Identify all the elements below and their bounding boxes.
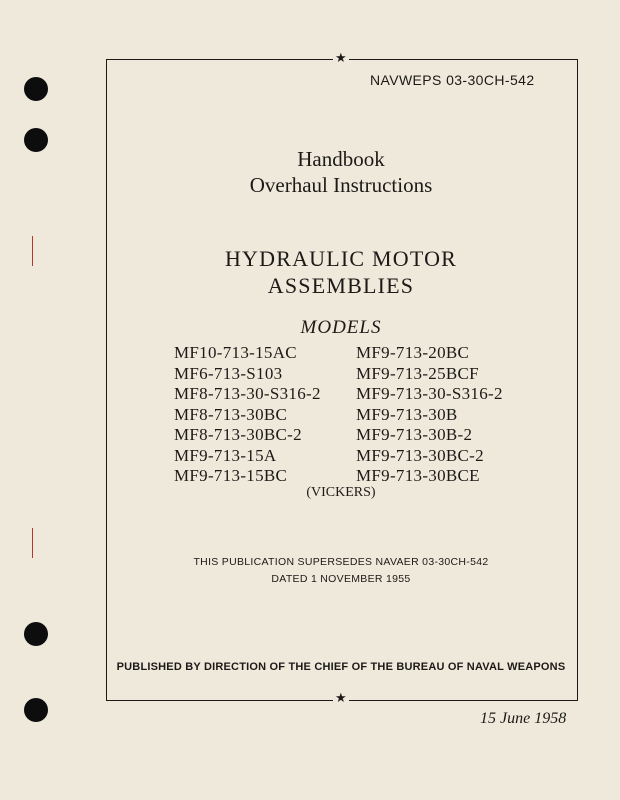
- model-item: MF9-713-15BC: [174, 466, 288, 485]
- model-item: MF6-713-S103: [174, 363, 283, 383]
- supersedes-date: DATED 1 NOVEMBER 1955: [271, 573, 411, 585]
- model-item: MF10-713-15AC: [174, 343, 297, 362]
- margin-mark: [32, 236, 33, 266]
- supersedes-notice: THIS PUBLICATION SUPERSEDES NAVAER 03-30CH-542: [193, 556, 489, 568]
- model-item: MF8-713-30BC: [174, 404, 288, 424]
- models-list-left: [174, 343, 321, 487]
- model-item: MF9-713-15A: [174, 445, 277, 465]
- margin-mark: [32, 528, 33, 558]
- model-item: MF9-713-30BC-2: [356, 445, 484, 465]
- star-ornament-icon: ★: [335, 691, 347, 706]
- binder-hole: [24, 128, 48, 152]
- handbook-label: Handbook: [297, 147, 385, 171]
- binder-hole: [24, 698, 48, 722]
- model-item: MF9-713-20BC: [356, 343, 470, 362]
- star-ornament-icon: ★: [335, 51, 347, 66]
- publication-date: 15 June 1958: [480, 710, 567, 727]
- handbook-subtitle: Overhaul Instructions: [249, 173, 433, 197]
- model-item: MF8-713-30-S316-2: [174, 384, 321, 403]
- models-list-right: [356, 343, 503, 487]
- model-item: MF9-713-30B: [356, 404, 458, 424]
- model-item: MF9-713-25BCF: [356, 363, 479, 383]
- published-by-statement: PUBLISHED BY DIRECTION OF THE CHIEF OF THE BUREAU OF NAVAL WEAPONS: [116, 661, 566, 673]
- model-item: MF9-713-30B-2: [356, 425, 473, 444]
- main-title-line2: ASSEMBLIES: [267, 273, 415, 298]
- main-title-line1: HYDRAULIC MOTOR: [224, 246, 458, 271]
- document-number: NAVWEPS 03-30CH-542: [370, 72, 535, 88]
- model-item: MF9-713-30BCE: [356, 466, 480, 485]
- binder-hole: [24, 77, 48, 101]
- manufacturer-name: (VICKERS): [306, 485, 376, 500]
- binder-hole: [24, 622, 48, 646]
- model-item: MF8-713-30BC-2: [174, 425, 302, 444]
- models-heading: MODELS: [300, 317, 382, 338]
- model-item: MF9-713-30-S316-2: [356, 384, 503, 403]
